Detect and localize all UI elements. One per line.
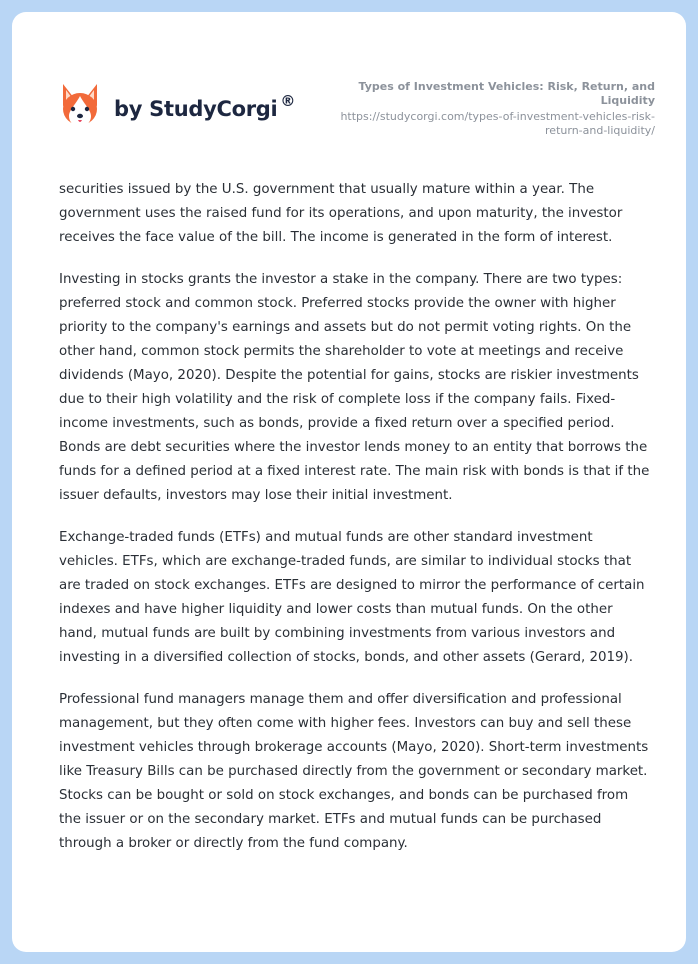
studycorgi-logo[interactable] bbox=[60, 76, 295, 136]
source-url[interactable]: https://studycorgi.com/types-of-investment-vehicles-risk-return-and-liquidity/ bbox=[340, 110, 655, 137]
paragraph: securities issued by the U.S. government that usually mature within a year. The government uses the raised fund for its operations, and upon maturity, the investor receives the face value of the bill. The income is generated in the form of interest. bbox=[59, 182, 623, 245]
paragraph: Exchange-traded funds (ETFs) and mutual funds are other standard investment vehicles. ETFs, which are exchange-traded funds, are similar to individual stocks that are traded on stock exchanges. ETFs are designed to mirror the performance of certain indexes and have higher liquidity and lower costs than mutual funds. On the other hand, mutual funds are built by combining investments from various investors and investing in a diversified collection of stocks, bonds, and other assets (Gerard, 2019). bbox=[59, 530, 645, 665]
source-title: Types of Investment Vehicles: Risk, Return, and Liquidity bbox=[358, 80, 655, 107]
essay-body bbox=[59, 178, 653, 874]
corgi-icon bbox=[60, 82, 100, 130]
logo-text: by StudyCorgi ® bbox=[114, 92, 296, 121]
document-page bbox=[12, 12, 686, 952]
paragraph: Professional fund managers manage them and offer diversification and professional management, but they often come with higher fees. Investors can buy and sell these investment vehicles through brokerage accounts (Mayo, 2020). Short-term investments like Treasury Bills can be purchased directly from the government or secondary market. Stocks can be bought or sold on stock exchanges, and bonds can be purchased from the issuer or on the secondary market. ETFs and mutual funds can be purchased through a broker or directly from the fund company. bbox=[59, 692, 649, 851]
paragraph: Investing in stocks grants the investor a stake in the company. There are two types: preferred stock and common stock. Preferred stocks provide the owner with higher priority to the company's earnings and assets but do not permit voting rights. On the other hand, common stock permits the shareholder to vote at meetings and receive dividends (Mayo, 2020). Despite the potential for gains, stocks are riskier investments due to their high volatility and the risk of complete loss if the company fails. Fixed-income investments, such as bonds, provide a fixed return over a specified period. Bonds are debt securities where the investor lends money to an entity that borrows the funds for a defined period at a fixed interest rate. The main risk with bonds is that if the issuer defaults, investors may lose their initial investment. bbox=[59, 272, 650, 503]
registered-mark: ® bbox=[280, 92, 296, 110]
source-info bbox=[315, 80, 655, 138]
